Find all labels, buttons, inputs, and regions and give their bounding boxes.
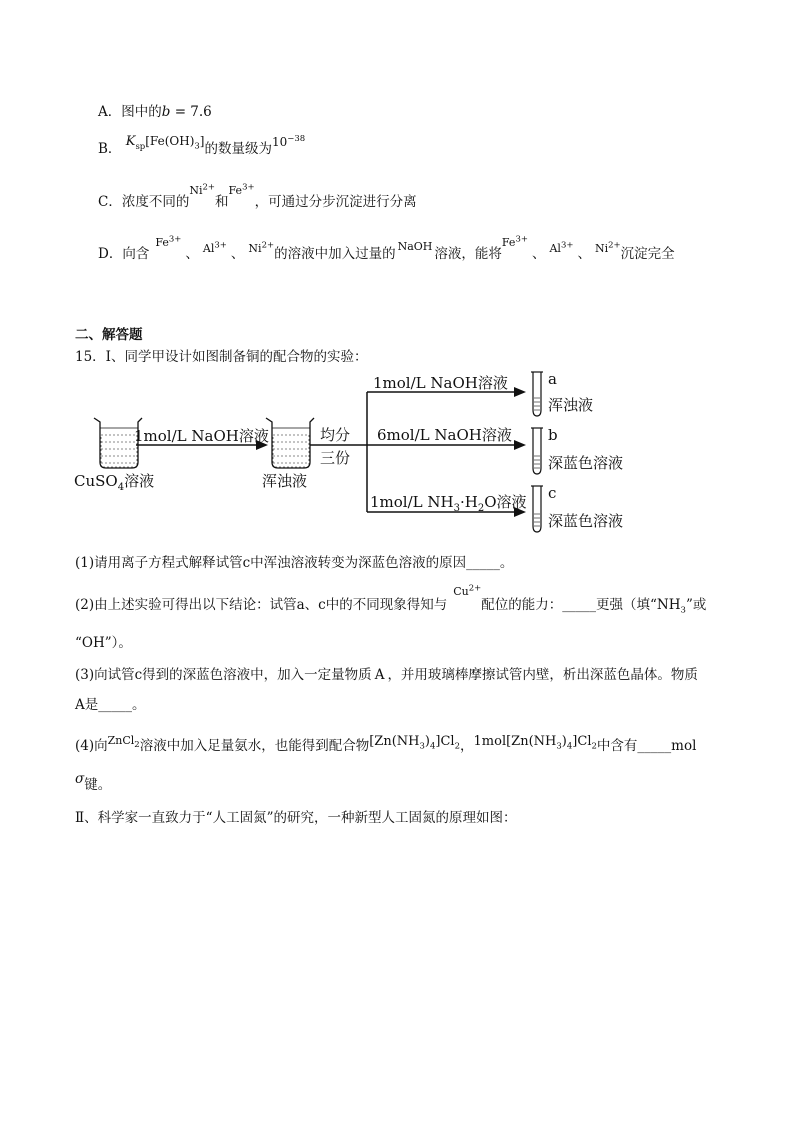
separator: 、 [531,246,546,262]
separator: ， [460,738,474,754]
option-letter: B． [98,141,122,157]
tube-b-result: 深蓝色溶液 [548,454,624,472]
beaker-1-label [74,470,154,493]
variable: A [374,667,385,683]
beaker-2-label: 浑浊液 [262,472,308,490]
tube-b-label: b [548,426,558,444]
option-d [98,234,675,262]
ion-fe: Fe [228,184,243,197]
sub-question-3-text: ，并用玻璃棒摩擦试管内壁，析出深蓝色晶体。物质 [387,667,698,683]
sub-question-4-text: 中含有_____mol [596,738,697,754]
amount: 1mol [473,734,507,749]
ion-charge: 3+ [168,234,182,245]
ion-fe: Fe [155,236,169,249]
power-exponent: −38 [287,134,306,144]
option-text: 图中的 [121,104,162,120]
experiment-diagram [70,360,670,540]
sub-question-4-text: (4)向 [75,738,108,754]
branch-c-mid: ·H [459,493,478,511]
complex-formula: ) [561,734,567,749]
test-tube-a [531,372,543,416]
equation: = 7.6 [170,104,212,120]
ion-al: Al [549,242,561,255]
ksp-expression-close: ] [199,134,205,148]
option-text: 溶液，能将 [434,246,502,262]
formula-zncl2: ZnCl [107,734,135,747]
sub-question-4 [75,734,696,757]
option-letter: C． [98,194,122,210]
option-letter: A． [98,104,122,120]
sub-question-2-text: 配位的能力：_____更强（填“NH [481,597,681,613]
separator: 、 [230,246,245,262]
complex-formula: [Zn(NH [506,734,557,749]
power-base: 10 [271,135,288,149]
branch-a-reagent: 1mol/L NaOH溶液 [373,374,508,392]
subscript: 2 [591,741,597,752]
beaker-1-label-text: CuSO [74,472,118,490]
ion-ni: Ni [189,184,203,197]
option-text: ，可通过分步沉淀进行分离 [254,194,417,210]
complex-formula: ) [424,734,430,749]
subscript: 2 [454,741,461,752]
branch-c-sub: 2 [477,503,485,514]
subscript: 3 [419,741,425,752]
arrow-1-label: 1mol/L NaOH溶液 [134,427,269,445]
test-tube-b [531,428,543,474]
split-label-top: 均分 [320,426,351,444]
test-tube-c [531,486,543,532]
ion-charge: 3+ [560,240,574,251]
complex-formula: ]Cl [572,734,592,749]
beaker-2 [266,418,314,468]
separator: 、 [185,246,199,262]
ion-cu: Cu [453,585,469,598]
separator: 、 [577,246,591,262]
question-15-intro: 15．Ⅰ、同学甲设计如图制备铜的配合物的实验： [75,349,368,365]
section-title: 二、解答题 [75,327,143,343]
ksp-symbol: K [125,134,136,149]
ion-fe: Fe [501,236,516,249]
sigma-symbol: σ [75,771,85,787]
ion-charge: 3+ [242,182,255,193]
tube-c-label: c [548,484,557,502]
sub-question-3-text: (3)向试管c得到的深蓝色溶液中，加入一定量物质 [75,667,372,683]
branch-b-reagent: 6mol/L NaOH溶液 [377,426,512,444]
option-text: 的数量级为 [204,141,272,157]
ion-charge: 3+ [214,240,227,251]
sub-question-2 [75,583,707,616]
part-2-intro: Ⅱ、科学家一直致力于“人工固氮”的研究，一种新型人工固氮的原理如图： [75,810,517,826]
sub-question-4-text: 键。 [84,777,112,793]
complex-formula: ]Cl [435,734,455,749]
subscript: 3 [680,605,686,616]
subscript: 4 [429,741,436,752]
sub-question-2-text: ”或 [685,597,707,613]
variable: b [161,104,171,120]
branch-c-post: O溶液 [484,493,527,511]
sub-question-4-text: 溶液中加入足量氨水，也能得到配合物 [139,738,370,754]
ksp-expression: [Fe(OH) [145,134,195,148]
ion-charge: 2+ [608,240,621,251]
ion-ni: Ni [248,242,262,255]
beaker-1-label-tail: 溶液 [124,472,155,490]
option-text: 的溶液中加入过量的 [274,246,396,262]
tube-c-result: 深蓝色溶液 [548,512,624,530]
option-c [98,182,417,210]
ion-charge: 2+ [468,583,482,594]
complex-formula: [Zn(NH [369,734,420,749]
subscript: 2 [134,740,140,751]
ion-charge: 3+ [515,234,528,245]
ion-charge: 2+ [202,182,216,193]
sub-question-2-text: (2)由上述实验可得出以下结论：试管a、c中的不同现象得知与 [75,597,448,613]
option-text: 向含 [122,246,150,262]
ksp-subscript: sp [135,141,146,152]
subscript: 4 [566,741,573,752]
sub-question-2-line2: “OH”）。 [75,635,132,651]
ion-al: Al [202,242,215,255]
sub-question-3 [75,663,698,683]
option-text: 沉淀完全 [620,246,675,262]
branch-c-reagent-text: 1mol/L NH [370,493,454,511]
ion-ni: Ni [594,242,609,255]
sub-question-3-line2: A是_____。 [75,697,146,713]
tube-a-label: a [548,370,557,388]
option-text: 浓度不同的 [121,194,190,210]
tube-a-result: 浑浊液 [548,396,594,414]
subscript: 3 [556,741,562,752]
option-letter: D． [98,246,123,262]
reagent-naoh: NaOH [397,240,433,253]
beaker-1-label-sub: 4 [117,482,125,493]
split-label-bottom: 三份 [320,449,351,467]
sub-question-4-line2 [75,773,111,793]
option-b [98,134,306,160]
option-a [98,100,212,120]
ion-charge: 2+ [261,240,275,251]
sub-question-1: (1)请用离子方程式解释试管c中浑浊溶液转变为深蓝色溶液的原因_____。 [75,555,514,571]
branch-c-sub: 3 [453,503,460,514]
option-text: 和 [215,194,229,210]
ksp-expression-sub: 3 [194,141,200,152]
branch-c-reagent [370,491,527,514]
